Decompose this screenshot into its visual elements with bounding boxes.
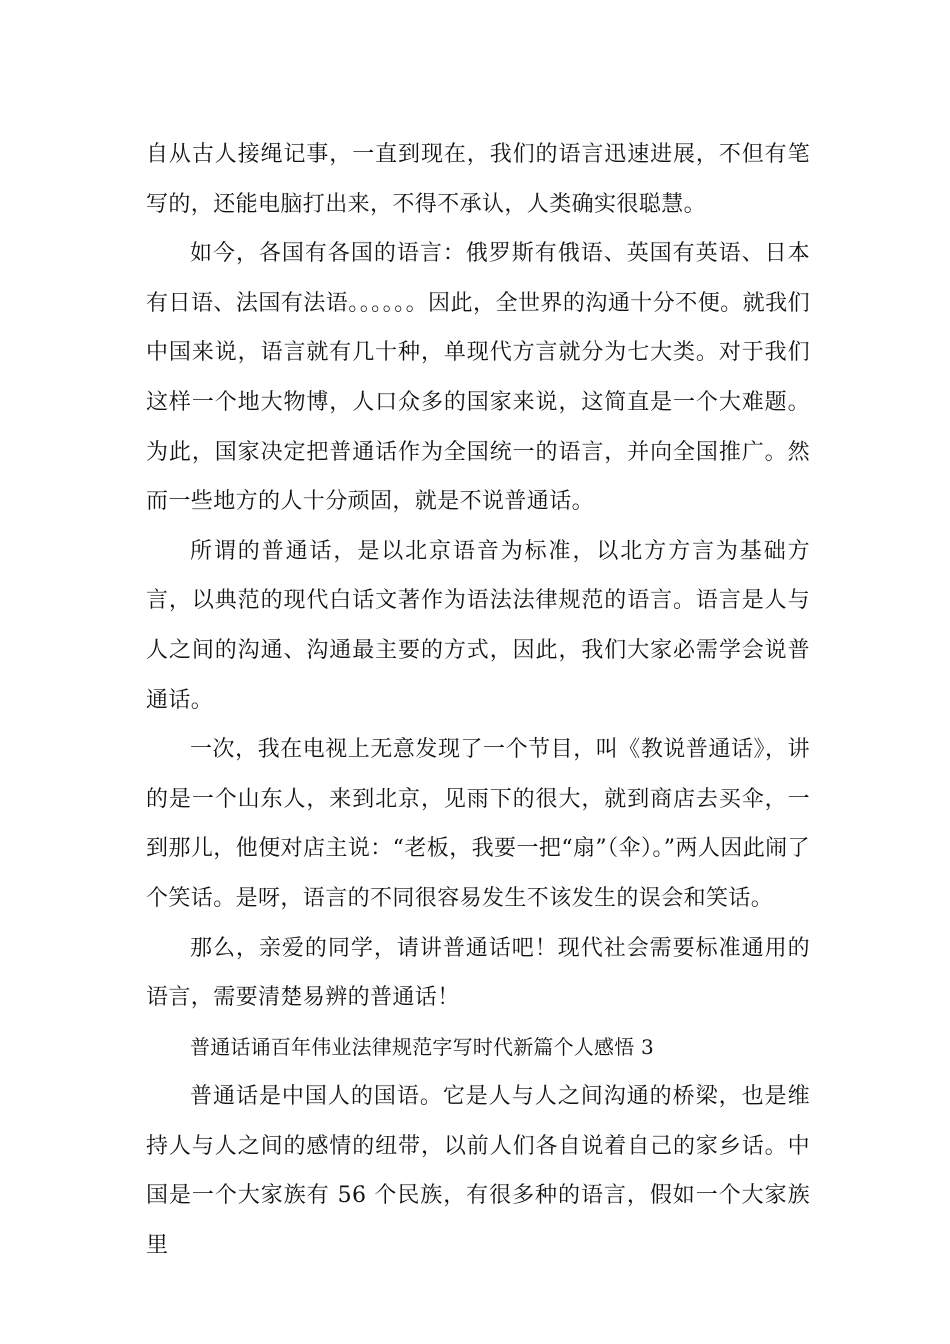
paragraph-6: 普通话是中国人的国语。它是人与人之间沟通的桥梁，也是维持人与人之间的感情的纽带，以前人们各自说着自己的家乡话。中国是一个大家族有 56 个民族，有很多种的语言，假如一个大家族里 (146, 1084, 810, 1259)
paragraph-2: 如今，各国有各国的语言：俄罗斯有俄语、英国有英语、日本有日语、法国有法语。。。。。。因此，全世界的沟通十分不便。就我们中国来说，语言就有几十种，单现代方言就分为七大类。对于我们这样一个地大物博，人口众多的国家来说，这简直是一个大难题。为此，国家决定把普通话作为全国统一的语言，并向全国推广。然而一些地方的人十分顽固，就是不说普通话。 (146, 241, 810, 515)
paragraph-3: 所谓的普通话，是以北京语音为标准，以北方方言为基础方言，以典范的现代白话文著作为语法法律规范的语言。语言是人与人之间的沟通、沟通最主要的方式，因此，我们大家必需学会说普通话。 (146, 538, 810, 713)
paragraph-1: 自从古人接绳记事，一直到现在，我们的语言迅速进展，不但有笔写的，还能电脑打出来，不得不承认，人类确实很聪慧。 (146, 142, 810, 217)
section-heading: 普通话诵百年伟业法律规范字写时代新篇个人感悟 3 (190, 1034, 654, 1059)
paragraph-4: 一次，我在电视上无意发现了一个节目，叫《教说普通话》，讲的是一个山东人，来到北京，见雨下的很大，就到商店去买伞，一到那儿，他便对店主说：“老板，我要一把“扇”（伞）。”两人因此闹了个笑话。是呀，语言的不同很容易发生不该发生的误会和笑话。 (146, 737, 810, 911)
document-body (146, 130, 810, 1271)
paragraph-5: 那么，亲爱的同学，请讲普通话吧！现代社会需要标准通用的语言，需要清楚易辨的普通话！ (146, 935, 810, 1011)
